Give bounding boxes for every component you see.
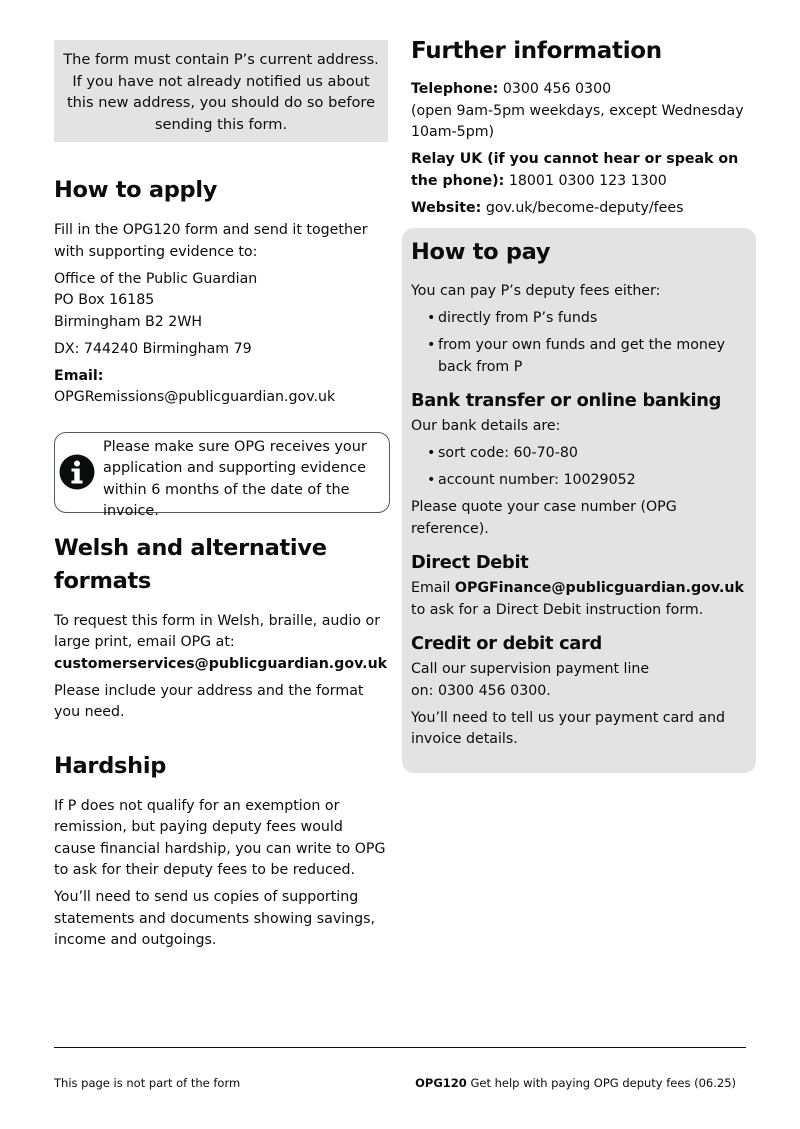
welsh-formats-text2: Please include your address and the format you need.	[54, 682, 364, 720]
relay-uk	[411, 149, 756, 192]
welsh-formats-text: To request this form in Welsh, braille, audio or large print, email OPG at: customerservices@publicguardian.gov.uk	[54, 612, 388, 672]
form-title: Get help with paying OPG deputy fees (06.25)	[470, 1076, 736, 1090]
address-note: The form must contain P’s current address. If you have not already notified us about this new address, you should do so before sending this form.	[54, 40, 388, 142]
info-callout	[54, 432, 390, 519]
telephone-hours: (open 9am-5pm weekdays, except Wednesday 10am-5pm)	[411, 102, 744, 140]
bank-details-list	[427, 443, 746, 492]
dx-address: DX: 744240 Birmingham 79	[54, 340, 252, 357]
info-callout-text: Please make sure OPG receives your application and supporting evidence within 6 months of the date of the invoice.	[103, 438, 367, 519]
bank-intro: Our bank details are:	[411, 418, 561, 434]
website-label: Website:	[411, 199, 482, 216]
welsh-formats-heading: Welsh and alternative formats	[54, 534, 327, 594]
how-to-pay-heading: How to pay	[411, 239, 551, 265]
bank-quote: Please quote your case number (OPG reference).	[411, 499, 677, 537]
relay-number[interactable]: 18001 0300 123 1300	[508, 172, 667, 189]
telephone	[411, 79, 756, 144]
card-text: Call our supervision payment line on: 0300 456 0300.	[411, 661, 650, 699]
list-item: • directly from P’s funds	[427, 308, 746, 330]
account-number: • account number: 10029052	[427, 470, 746, 492]
list-item: • from your own funds and get the money back from P	[427, 335, 746, 378]
payment-options-list	[427, 308, 746, 378]
left-column	[54, 40, 388, 957]
how-to-apply-heading: How to apply	[54, 177, 218, 203]
hardship-heading: Hardship	[54, 752, 167, 779]
address-line: PO Box 16185	[54, 292, 155, 308]
telephone-label: Telephone:	[411, 81, 499, 97]
address-line: Birmingham B2 2WH	[54, 313, 203, 330]
sort-code: • sort code: 60-70-80	[427, 443, 746, 465]
finance-email[interactable]: OPGFinance@publicguardian.gov.uk	[454, 580, 744, 596]
telephone-number[interactable]: 0300 456 0300	[502, 81, 612, 97]
bank-transfer-heading: Bank transfer or online banking	[411, 390, 722, 411]
postal-address	[54, 269, 388, 334]
right-column	[411, 40, 756, 773]
card-heading: Credit or debit card	[411, 633, 602, 654]
card-text2: You’ll need to tell us your payment card and invoice details.	[411, 709, 726, 747]
address-line: Office of the Public Guardian	[54, 270, 258, 287]
how-to-pay-panel	[402, 228, 756, 773]
info-icon	[59, 454, 95, 490]
further-information-heading: Further information	[411, 38, 662, 64]
hardship-text2: You’ll need to send us copies of supporting statements and documents showing savings, income and outgoings.	[54, 889, 376, 948]
direct-debit-heading: Direct Debit	[411, 552, 529, 573]
relay-label: Relay UK (if you cannot hear or speak on the phone):	[411, 151, 739, 189]
hardship-text1: If P does not qualify for an exemption or remission, but paying deputy fees would cause financial hardship, you can write to OPG to ask for their deputy fees to be reduced.	[54, 797, 386, 878]
how-to-apply-intro: Fill in the OPG120 form and send it together with supporting evidence to:	[54, 222, 368, 260]
email-label: Email:	[54, 367, 104, 384]
footer-divider	[54, 1047, 746, 1048]
customer-services-email[interactable]: customerservices@publicguardian.gov.uk	[54, 655, 388, 672]
direct-debit-text: Email OPGFinance@publicguardian.gov.uk to ask for a Direct Debit instruction form.	[411, 580, 744, 618]
website-link[interactable]: gov.uk/become-deputy/fees	[485, 199, 684, 216]
website	[411, 198, 756, 220]
footer-form-title	[415, 1073, 736, 1095]
footer-note: This page is not part of the form	[54, 1076, 241, 1090]
remissions-email	[54, 366, 388, 409]
how-to-pay-intro: You can pay P’s deputy fees either:	[411, 283, 661, 299]
remissions-email-link[interactable]: OPGRemissions@publicguardian.gov.uk	[54, 389, 336, 405]
form-code: OPG120	[415, 1076, 467, 1090]
